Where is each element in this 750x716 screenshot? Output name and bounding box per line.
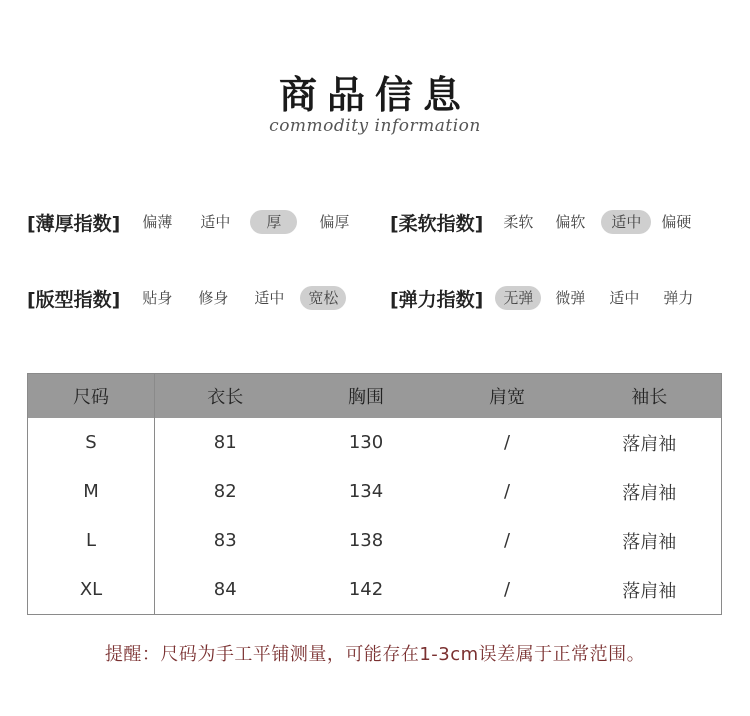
thickness-option: 偏薄 xyxy=(142,213,173,231)
header-chest: 胸围 xyxy=(296,374,437,419)
elasticity-option: 弹力 xyxy=(663,289,694,307)
cell-length: 84 xyxy=(213,579,237,600)
thickness-index xyxy=(27,207,355,237)
page-title: 商品信息 xyxy=(278,73,471,117)
table-row xyxy=(28,467,722,516)
thickness-option: 适中 xyxy=(200,213,231,231)
thickness-option-selected: 厚 xyxy=(250,210,297,234)
thickness-option: 偏厚 xyxy=(319,213,350,231)
cell-chest: 138 xyxy=(348,530,384,551)
thickness-index-label: [薄厚指数] xyxy=(27,212,121,235)
softness-option: 偏硬 xyxy=(661,213,692,231)
cell-chest: 134 xyxy=(348,481,384,502)
header-size: 尺码 xyxy=(28,374,155,419)
softness-index xyxy=(390,207,697,237)
softness-option: 偏软 xyxy=(555,213,586,231)
softness-index-label: [柔软指数] xyxy=(390,212,484,235)
cell-size: S xyxy=(28,418,155,467)
fit-option: 修身 xyxy=(198,289,229,307)
cell-size: L xyxy=(28,516,155,565)
elasticity-index xyxy=(390,283,699,313)
page-subtitle: commodity information xyxy=(269,116,481,136)
fit-option-selected: 宽松 xyxy=(300,286,346,310)
softness-option-selected: 适中 xyxy=(601,210,651,234)
elasticity-option-selected: 无弹 xyxy=(495,286,541,310)
cell-length: 82 xyxy=(213,481,237,502)
cell-sleeve: 落肩袖 xyxy=(622,433,677,455)
table-header-row xyxy=(28,374,722,419)
cell-shoulder: / xyxy=(503,432,511,453)
cell-chest: 130 xyxy=(348,432,384,453)
softness-option: 柔软 xyxy=(503,213,534,231)
cell-chest: 142 xyxy=(348,579,384,600)
measurement-note: 提醒：尺码为手工平铺测量，可能存在1-3cm误差属于正常范围。 xyxy=(104,644,646,665)
fit-option: 贴身 xyxy=(142,289,173,307)
cell-shoulder: / xyxy=(503,481,511,502)
cell-shoulder: / xyxy=(503,579,511,600)
cell-size: M xyxy=(28,467,155,516)
table-row xyxy=(28,418,722,467)
fit-index xyxy=(27,283,346,313)
cell-sleeve: 落肩袖 xyxy=(622,580,677,602)
cell-sleeve: 落肩袖 xyxy=(622,482,677,504)
cell-length: 83 xyxy=(213,530,237,551)
fit-option: 适中 xyxy=(254,289,285,307)
table-row xyxy=(28,565,722,615)
cell-size: XL xyxy=(28,565,155,615)
table-row xyxy=(28,516,722,565)
cell-sleeve: 落肩袖 xyxy=(622,531,677,553)
fit-index-label: [版型指数] xyxy=(27,288,121,311)
elasticity-option: 适中 xyxy=(609,289,640,307)
header-length: 衣长 xyxy=(155,374,296,419)
cell-shoulder: / xyxy=(503,530,511,551)
elasticity-index-label: [弹力指数] xyxy=(390,288,484,311)
cell-length: 81 xyxy=(213,432,237,453)
elasticity-option: 微弹 xyxy=(555,289,586,307)
header-shoulder: 肩宽 xyxy=(437,374,578,419)
header-sleeve: 袖长 xyxy=(578,374,722,419)
size-table xyxy=(27,373,722,615)
